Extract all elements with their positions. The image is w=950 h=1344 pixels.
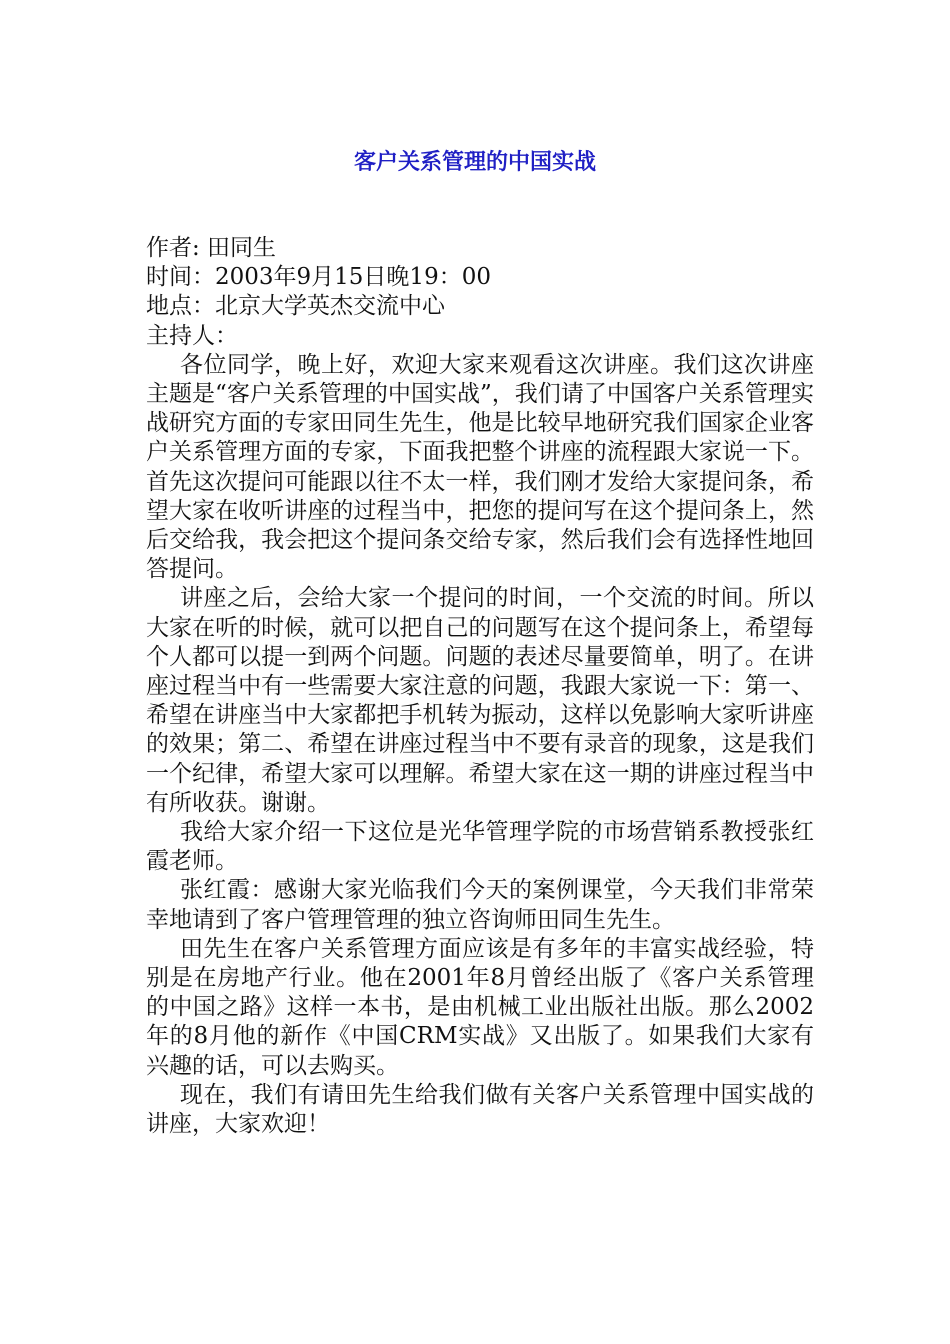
host-line: 主持人： [146,322,238,349]
location-line: 地点：北京大学英杰交流中心 [146,293,445,320]
time-line: 时间：2003年9月15日晚19：00 [146,264,491,291]
document-body [146,234,814,1139]
paragraph-introduction: 我给大家介绍一下这位是光华管理学院的市场营销系教授张红霞老师。 [146,819,814,875]
author-line: 作者: 田同生 [146,235,277,261]
paragraph-zhang-greeting: 张红霞：感谢大家光临我们今天的案例课堂，今天我们非常荣幸地请到了客户管理管理的独立咨询师田同生先生。 [146,877,814,933]
paragraph-speaker-background: 田先生在客户关系管理方面应该是有多年的丰富实战经验，特别是在房地产行业。他在2001年8月曾经出版了《客户关系管理的中国之路》这样一本书，是由机械工业出版社出版。那么2002年的8月他的新作《中国CRM实战》又出版了。如果我们大家有兴趣的话，可以去购买。 [146,935,814,1079]
document-title: 客户关系管理的中国实战 [353,149,596,175]
paragraph-welcome: 各位同学，晚上好，欢迎大家来观看这次讲座。我们这次讲座主题是“客户关系管理的中国实战”，我们请了中国客户关系管理实战研究方面的专家田同生先生，他是比较早地研究我们国家企业客户关系管理方面的专家，下面我把整个讲座的流程跟大家说一下。首先这次提问可能跟以往不太一样，我们刚才发给大家提问条，希望大家在收听讲座的过程当中，把您的提问写在这个提问条上，然后交给我，我会把这个提问条交给专家，然后我们会有选择性地回答提问。 [146,351,814,583]
paragraph-welcome-speaker: 现在，我们有请田先生给我们做有关客户关系管理中国实战的讲座，大家欢迎！ [146,1081,814,1138]
paragraph-rules: 讲座之后，会给大家一个提问的时间，一个交流的时间。所以大家在听的时候，就可以把自己的问题写在这个提问条上，希望每个人都可以提一到两个问题。问题的表述尽量要简单，明了。在讲座过程当中有一些需要大家注意的问题，我跟大家说一下：第一、希望在讲座当中大家都把手机转为振动，这样以免影响大家听讲座的效果；第二、希望在讲座过程当中不要有录音的现象，这是我们一个纪律，希望大家可以理解。希望大家在这一期的讲座过程当中有所收获。谢谢。 [146,585,814,816]
